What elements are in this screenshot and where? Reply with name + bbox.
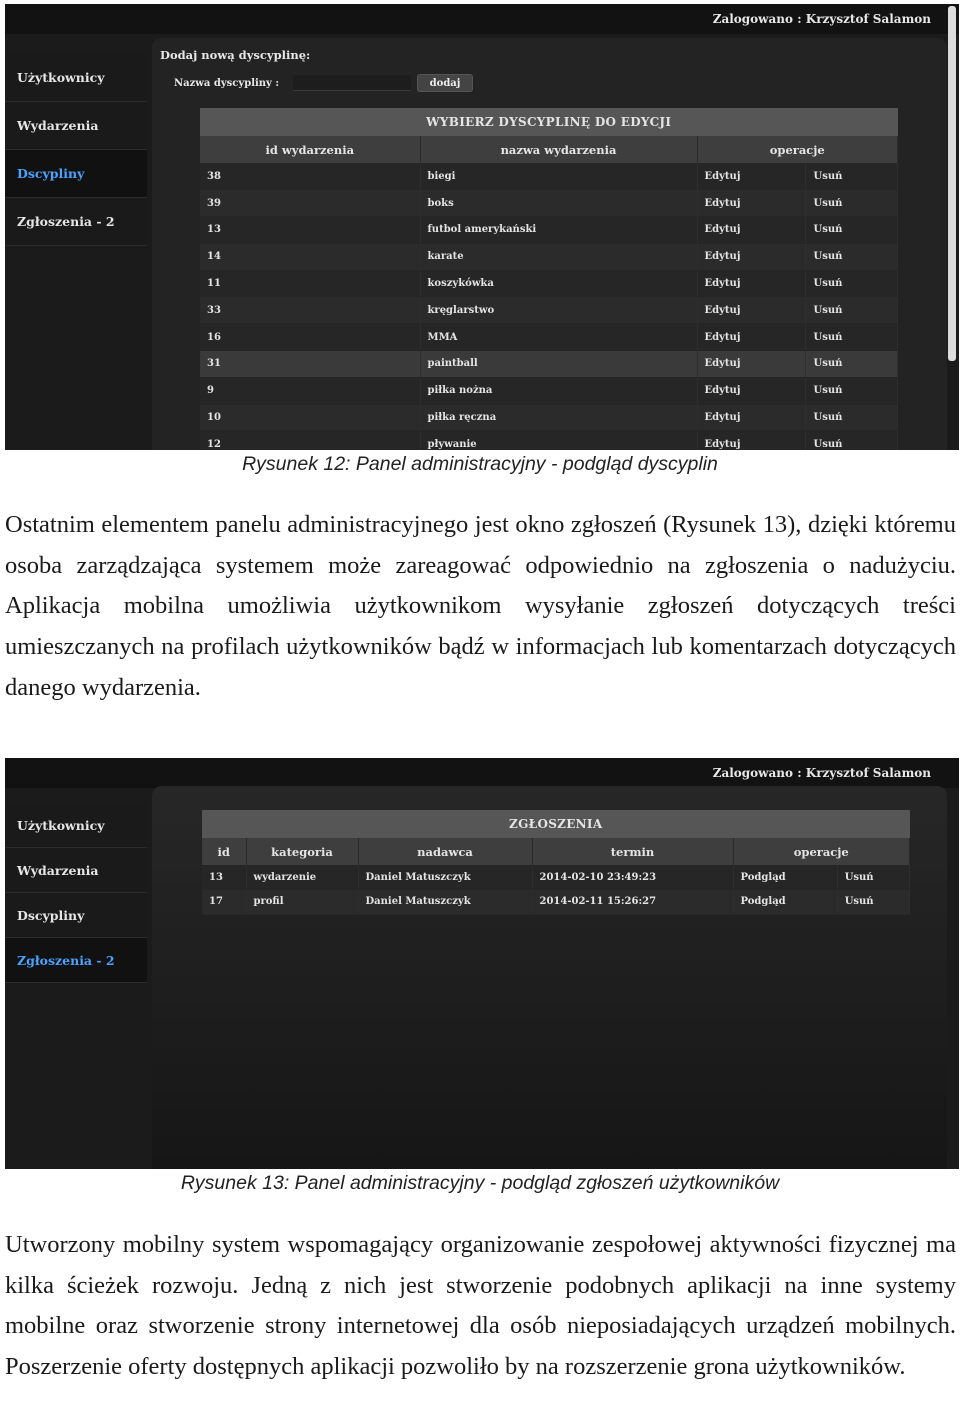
- table-caption: WYBIERZ DYSCYPLINĘ DO EDYCJI: [200, 108, 898, 136]
- discipline-name: kręglarstwo: [420, 297, 697, 324]
- table-row: [200, 270, 898, 297]
- discipline-name: koszykówka: [420, 270, 697, 297]
- delete-link[interactable]: Usuń: [806, 270, 898, 297]
- form-row: [174, 74, 473, 92]
- delete-link[interactable]: Usuń: [806, 431, 898, 450]
- reports-table: [202, 810, 910, 915]
- delete-link[interactable]: Usuń: [806, 324, 898, 351]
- column-header-name: nazwa wydarzenia: [420, 136, 697, 163]
- column-header-category: kategoria: [246, 838, 358, 865]
- column-header-operations: operacje: [697, 136, 898, 163]
- report-id: 13: [202, 865, 246, 890]
- discipline-name-input[interactable]: [293, 75, 411, 91]
- discipline-id: 11: [200, 270, 420, 297]
- column-header-sender: nadawca: [358, 838, 532, 865]
- sidebar-item-users[interactable]: Użytkownicy: [5, 54, 147, 102]
- discipline-id: 13: [200, 217, 420, 244]
- report-category: wydarzenie: [246, 865, 358, 890]
- discipline-id: 14: [200, 243, 420, 270]
- delete-link[interactable]: Usuń: [806, 404, 898, 431]
- edit-link[interactable]: Edytuj: [697, 163, 806, 190]
- report-sender: Daniel Matuszczyk: [358, 865, 532, 890]
- edit-link[interactable]: Edytuj: [697, 377, 806, 404]
- login-status: Zalogowano : Krzysztof Salamon: [712, 12, 931, 26]
- discipline-name: pływanie: [420, 431, 697, 450]
- discipline-name: MMA: [420, 324, 697, 351]
- sidebar-item-disciplines[interactable]: Dscypliny: [5, 893, 147, 938]
- discipline-name: paintball: [420, 351, 697, 378]
- column-header-id: id: [202, 838, 246, 865]
- table-caption: ZGŁOSZENIA: [202, 810, 910, 838]
- discipline-id: 33: [200, 297, 420, 324]
- figure-caption-13: Rysunek 13: Panel administracyjny - podgląd zgłoszeń użytkowników: [180, 1172, 780, 1194]
- report-id: 17: [202, 890, 246, 915]
- sidebar-item-users[interactable]: Użytkownicy: [5, 803, 147, 848]
- table-row: [200, 217, 898, 244]
- edit-link[interactable]: Edytuj: [697, 324, 806, 351]
- sidebar: [5, 54, 147, 246]
- sidebar-item-disciplines[interactable]: Dscypliny: [5, 150, 147, 198]
- report-sender: Daniel Matuszczyk: [358, 890, 532, 915]
- paragraph-1: Ostatnim elementem panelu administracyjnego jest okno zgłoszeń (Rysunek 13), dzięki któremu osoba zarządzająca systemem może zareagować odpowiednio na zgłoszenia o nadużyciu. Aplikacja mobilna umożliwia użytkownikom wysyłanie zgłoszeń dotyczących treści umieszczanych na profilach użytkowników bądź w informacjach lub komentarzach dotyczących danego wydarzenia.: [5, 511, 956, 701]
- discipline-id: 12: [200, 431, 420, 450]
- top-bar: [5, 758, 959, 788]
- table-row: [200, 377, 898, 404]
- delete-link[interactable]: Usuń: [806, 243, 898, 270]
- delete-link[interactable]: Usuń: [806, 217, 898, 244]
- discipline-name-label: Nazwa dyscypliny :: [174, 77, 280, 89]
- view-link[interactable]: Podgląd: [733, 890, 837, 915]
- sidebar-item-reports[interactable]: Zgłoszenia - 2: [5, 938, 147, 983]
- edit-link[interactable]: Edytuj: [697, 270, 806, 297]
- delete-link[interactable]: Usuń: [806, 297, 898, 324]
- table-row: [200, 351, 898, 378]
- scrollbar[interactable]: [948, 6, 956, 361]
- discipline-name: biegi: [420, 163, 697, 190]
- login-status: Zalogowano : Krzysztof Salamon: [712, 766, 931, 780]
- report-date: 2014-02-10 23:49:23: [532, 865, 733, 890]
- table-row: [200, 324, 898, 351]
- sidebar: [5, 803, 147, 983]
- disciplines-table: [200, 108, 898, 450]
- main-content: [152, 38, 947, 450]
- edit-link[interactable]: Edytuj: [697, 404, 806, 431]
- discipline-name: piłka ręczna: [420, 404, 697, 431]
- column-header-id: id wydarzenia: [200, 136, 420, 163]
- main-content: [152, 786, 947, 1169]
- discipline-id: 31: [200, 351, 420, 378]
- discipline-id: 38: [200, 163, 420, 190]
- column-header-operations: operacje: [733, 838, 910, 865]
- table-row: [200, 431, 898, 450]
- report-date: 2014-02-11 15:26:27: [532, 890, 733, 915]
- delete-link[interactable]: Usuń: [837, 890, 909, 915]
- column-header-date: termin: [532, 838, 733, 865]
- table-row: [200, 297, 898, 324]
- top-bar: [5, 4, 959, 34]
- table-row: [200, 163, 898, 190]
- edit-link[interactable]: Edytuj: [697, 297, 806, 324]
- delete-link[interactable]: Usuń: [806, 190, 898, 217]
- discipline-id: 9: [200, 377, 420, 404]
- edit-link[interactable]: Edytuj: [697, 351, 806, 378]
- paragraph-2: Utworzony mobilny system wspomagający organizowanie zespołowej aktywności fizycznej ma kilka ścieżek rozwoju. Jedną z nich jest stworzenie podobnych aplikacji na inne systemy mobilne oraz stworzenie strony internetowej dla osób nieposiadających urządzeń mobilnych. Poszerzenie oferty dostępnych aplikacji pozwoliło by na rozszerzenie grona użytkowników.: [5, 1231, 956, 1381]
- discipline-name: boks: [420, 190, 697, 217]
- discipline-id: 16: [200, 324, 420, 351]
- discipline-name: karate: [420, 243, 697, 270]
- discipline-id: 10: [200, 404, 420, 431]
- table-row: [200, 404, 898, 431]
- discipline-name: piłka nożna: [420, 377, 697, 404]
- add-button[interactable]: dodaj: [417, 74, 473, 92]
- edit-link[interactable]: Edytuj: [697, 190, 806, 217]
- edit-link[interactable]: Edytuj: [697, 217, 806, 244]
- delete-link[interactable]: Usuń: [837, 865, 909, 890]
- sidebar-item-events[interactable]: Wydarzenia: [5, 102, 147, 150]
- figure-caption-12: Rysunek 12: Panel administracyjny - podgląd dyscyplin: [242, 453, 718, 475]
- table-row: [202, 865, 910, 890]
- view-link[interactable]: Podgląd: [733, 865, 837, 890]
- delete-link[interactable]: Usuń: [806, 377, 898, 404]
- screenshot-disciplines-panel: [5, 4, 959, 450]
- sidebar-item-reports[interactable]: Zgłoszenia - 2: [5, 198, 147, 246]
- report-category: profil: [246, 890, 358, 915]
- table-row: [200, 243, 898, 270]
- form-title: Dodaj nową dyscyplinę:: [160, 48, 311, 62]
- discipline-name: futbol amerykański: [420, 217, 697, 244]
- delete-link[interactable]: Usuń: [806, 163, 898, 190]
- discipline-id: 39: [200, 190, 420, 217]
- sidebar-item-events[interactable]: Wydarzenia: [5, 848, 147, 893]
- delete-link[interactable]: Usuń: [806, 351, 898, 378]
- table-row: [202, 890, 910, 915]
- table-row: [200, 190, 898, 217]
- edit-link[interactable]: Edytuj: [697, 243, 806, 270]
- edit-link[interactable]: Edytuj: [697, 431, 806, 450]
- screenshot-reports-panel: [5, 758, 959, 1169]
- add-discipline-form: [160, 48, 473, 92]
